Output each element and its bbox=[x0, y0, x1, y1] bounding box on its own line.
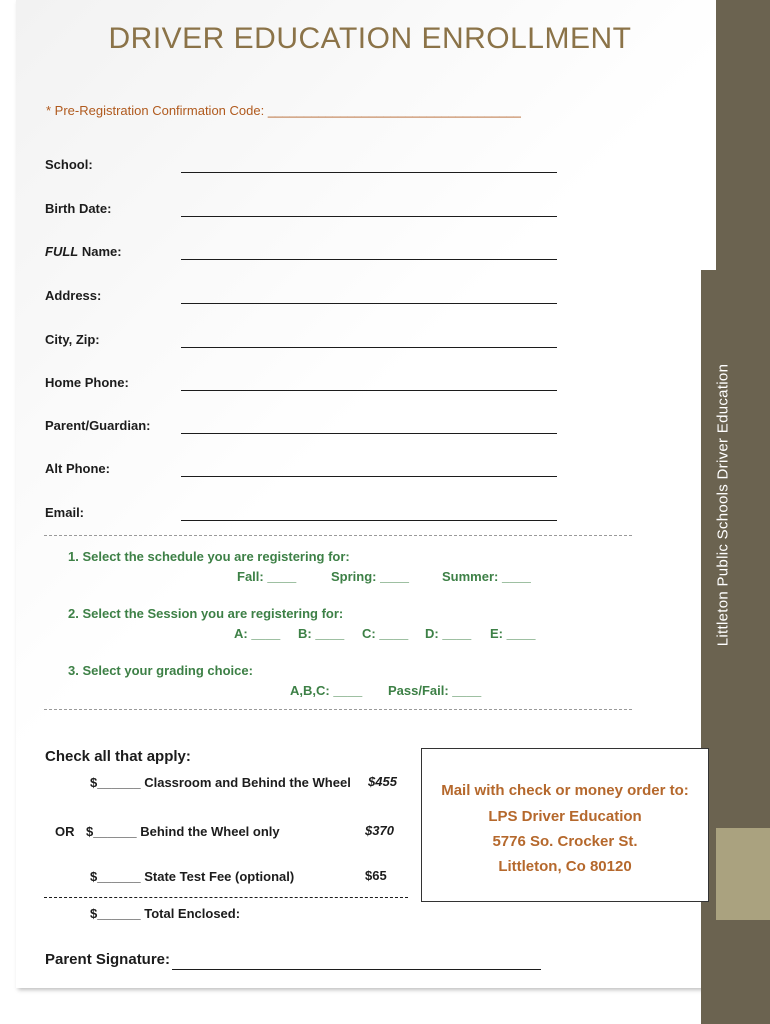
section-divider-2 bbox=[44, 709, 632, 710]
full-name-field[interactable] bbox=[181, 258, 557, 260]
question-grading: 3. Select your grading choice: bbox=[68, 663, 253, 678]
mail-instruction: Mail with check or money order to: bbox=[441, 782, 689, 799]
option-pass-fail[interactable]: Pass/Fail: ____ bbox=[388, 683, 482, 698]
option-abc[interactable]: A,B,C: ____ bbox=[290, 683, 363, 698]
parent-signature-label: Parent Signature: bbox=[45, 951, 171, 968]
alt-phone-label: Alt Phone: bbox=[45, 461, 110, 476]
full-name-label bbox=[45, 244, 122, 259]
check-all-heading: Check all that apply: bbox=[45, 748, 191, 765]
option-spring[interactable]: Spring: ____ bbox=[331, 569, 410, 584]
fee-behind-wheel[interactable]: $______ Behind the Wheel only bbox=[86, 824, 280, 839]
fee-state-test-amount: $65 bbox=[365, 868, 387, 883]
birth-date-label: Birth Date: bbox=[45, 201, 112, 216]
city-zip-label: City, Zip: bbox=[45, 332, 100, 347]
home-phone-field[interactable] bbox=[181, 389, 557, 391]
school-field[interactable] bbox=[181, 171, 557, 173]
section-divider bbox=[44, 535, 632, 536]
fee-behind-wheel-amount: $370 bbox=[365, 823, 394, 838]
option-fall[interactable]: Fall: ____ bbox=[237, 569, 297, 584]
page-title: DRIVER EDUCATION ENROLLMENT bbox=[108, 22, 632, 55]
option-session-e[interactable]: E: ____ bbox=[490, 626, 536, 641]
option-session-c[interactable]: C: ____ bbox=[362, 626, 409, 641]
question-session: 2. Select the Session you are registering for: bbox=[68, 606, 344, 621]
name-label-text: Name: bbox=[78, 244, 122, 259]
or-label: OR bbox=[55, 824, 75, 839]
fee-state-test[interactable]: $______ State Test Fee (optional) bbox=[90, 869, 295, 884]
fee-classroom-amount: $455 bbox=[368, 774, 397, 789]
full-emphasis: FULL bbox=[45, 244, 79, 259]
mail-recipient: LPS Driver Education bbox=[488, 808, 642, 825]
fee-divider bbox=[44, 897, 408, 898]
parent-guardian-label: Parent/Guardian: bbox=[45, 418, 151, 433]
email-label: Email: bbox=[45, 505, 85, 520]
mailing-address-box bbox=[421, 748, 709, 902]
parent-guardian-field[interactable] bbox=[181, 432, 557, 434]
parent-signature-field[interactable] bbox=[172, 969, 541, 970]
school-label: School: bbox=[45, 157, 93, 172]
fee-total[interactable]: $______ Total Enclosed: bbox=[90, 906, 241, 921]
option-session-b[interactable]: B: ____ bbox=[298, 626, 345, 641]
city-zip-field[interactable] bbox=[181, 346, 557, 348]
birth-date-field[interactable] bbox=[181, 215, 557, 217]
fee-classroom[interactable]: $______ Classroom and Behind the Wheel bbox=[90, 775, 351, 790]
option-session-d[interactable]: D: ____ bbox=[425, 626, 472, 641]
confirmation-code-field[interactable]: * Pre-Registration Confirmation Code: ___________________________________ bbox=[46, 103, 521, 118]
address-label: Address: bbox=[45, 288, 102, 303]
side-banner-text: Littleton Public Schools Driver Education bbox=[714, 363, 732, 647]
mail-street: 5776 So. Crocker St. bbox=[492, 833, 638, 850]
option-session-a[interactable]: A: ____ bbox=[234, 626, 281, 641]
address-field[interactable] bbox=[181, 302, 557, 304]
email-field[interactable] bbox=[181, 519, 557, 521]
decorative-band-accent bbox=[716, 828, 770, 920]
question-schedule: 1. Select the schedule you are registering for: bbox=[68, 549, 350, 564]
mail-city: Littleton, Co 80120 bbox=[498, 858, 632, 875]
alt-phone-field[interactable] bbox=[181, 475, 557, 477]
option-summer[interactable]: Summer: ____ bbox=[442, 569, 531, 584]
home-phone-label: Home Phone: bbox=[45, 375, 129, 390]
